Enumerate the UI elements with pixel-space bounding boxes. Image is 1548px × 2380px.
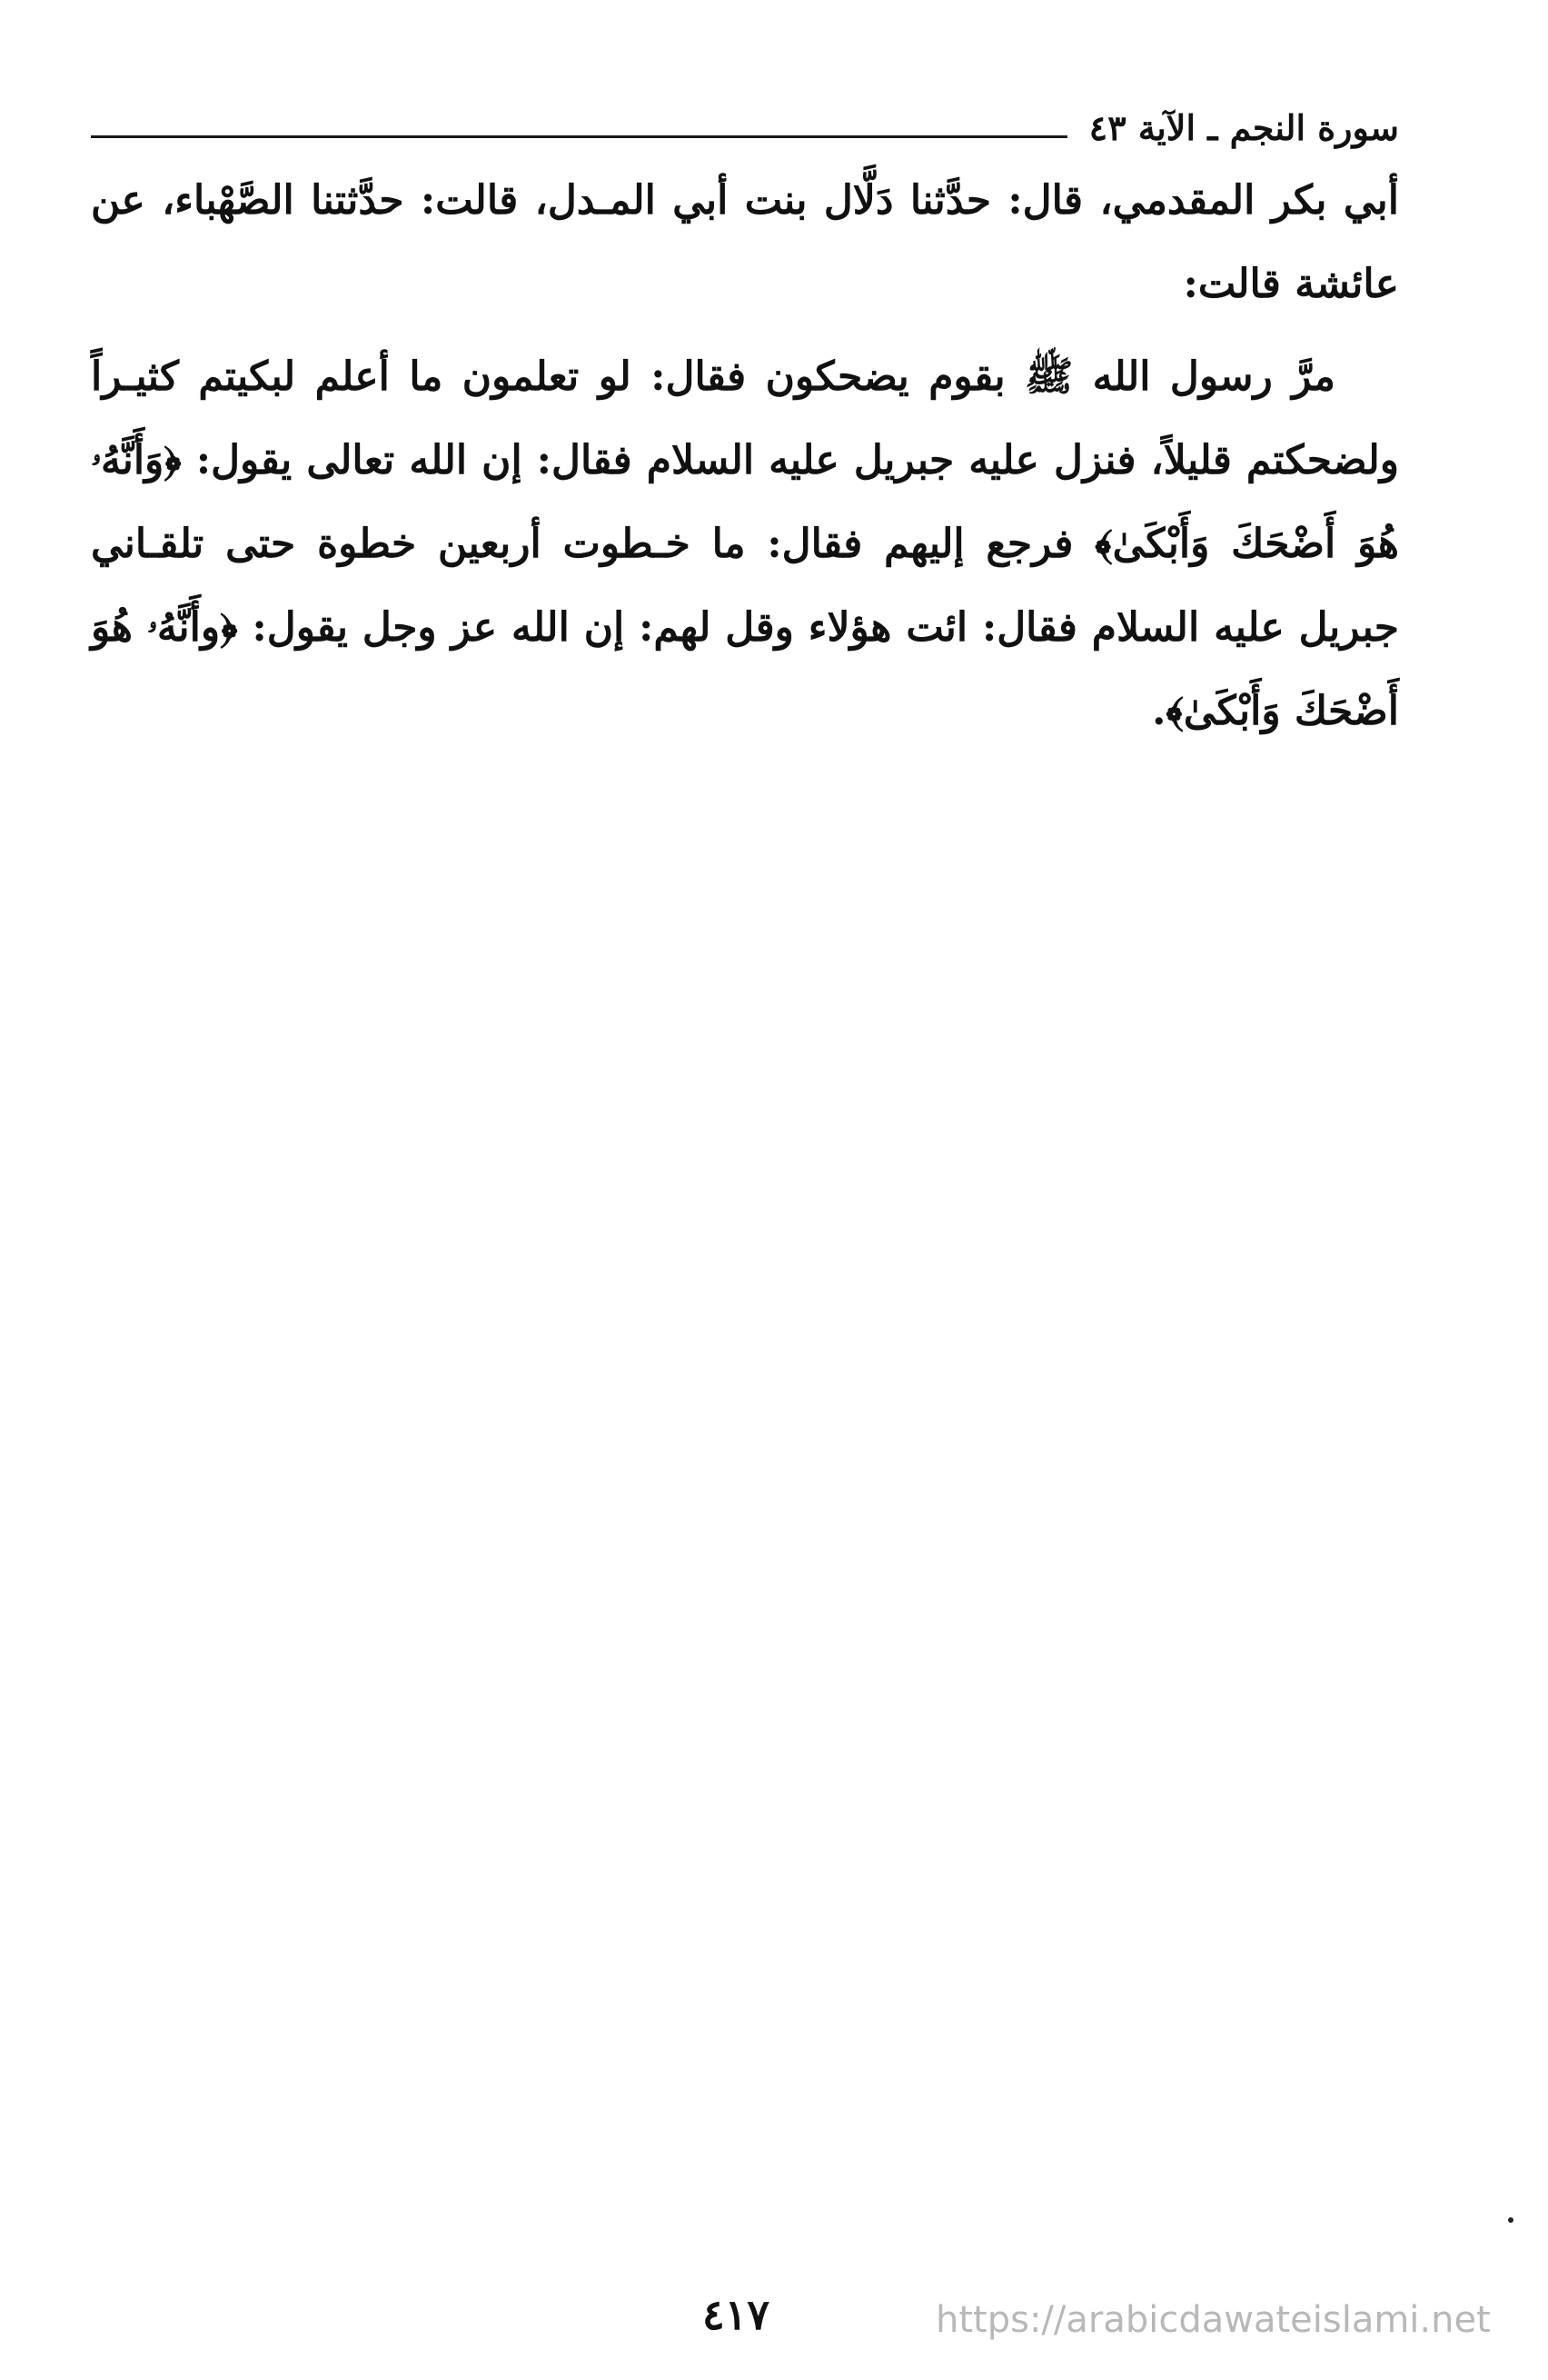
header-rule bbox=[91, 135, 1067, 138]
scan-speck bbox=[1508, 2217, 1513, 2223]
watermark-url: https://arabicdawateislami.net bbox=[936, 2299, 1491, 2341]
running-header bbox=[91, 91, 1399, 148]
isnad-paragraph: أبي بكر المقدمي، قال: حدَّثنا دَلَّال بنت أبي المـدل، قالت: حدَّثتنا الصَّهْباء، عن عائشة قالت: bbox=[91, 177, 1399, 307]
page-number: ٤١٧ bbox=[701, 2290, 770, 2339]
surah-verse-title: سورة النجم ـ الآية ٤٣ bbox=[1088, 107, 1399, 148]
hadith-paragraph: مرَّ رسول الله ﷺ بقوم يضحكون فقال: لو تعلمون ما أعلم لبكيتم كثيـراً ولضحكتم قليلاً، فنزل عليه جبريل عليه السلام فقال: إن الله تعالى يقول: ﴿وَأَنَّهُۥ هُوَ أَضْحَكَ وَأَبْكَىٰ﴾ فرجع إليهم فقال: ما خـطوت أربعين خطوة حتى تلقـاني جبريل عليه السلام فقال: ائت هؤلاء وقل لهم: إن الله عز وجل يقول: ﴿وأَنَّهُۥ هُوَ أَضْحَكَ وَأَبْكَىٰ﴾. bbox=[91, 354, 1399, 734]
body-text bbox=[91, 159, 1399, 753]
